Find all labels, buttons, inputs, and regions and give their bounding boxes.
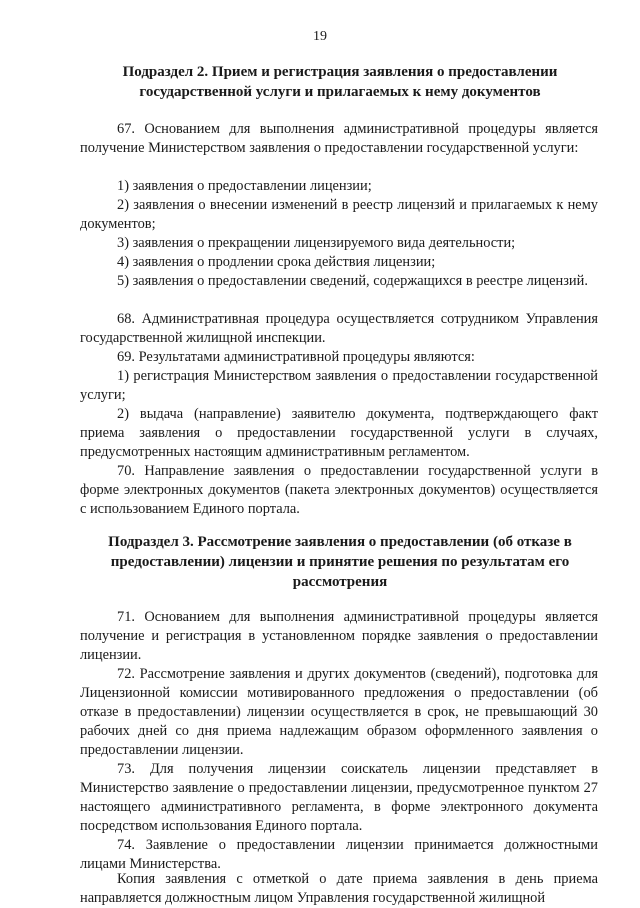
list-item: 3) заявления о прекращении лицензируемого вида деятельности; — [117, 235, 516, 251]
paragraph-68: 68. Административная процедура осуществляется сотрудником Управления государственной жилищной инспекции. — [80, 311, 598, 346]
list-item: 2) заявления о внесении изменений в реестр лицензий и прилагаемых к нему документов; — [80, 197, 598, 232]
list-item: 4) заявления о продлении срока действия лицензии; — [117, 254, 436, 270]
page-number: 19 — [313, 29, 327, 44]
list-item: 1) регистрация Министерством заявления о предоставлении государственной услуги; — [80, 368, 598, 403]
section-3-heading: Подраздел 3. Рассмотрение заявления о предоставлении (об отказе в предоставлении) лицензии и принятие решения по результатам его рассмотрения — [108, 534, 572, 590]
section-2-heading: Подраздел 2. Прием и регистрация заявления о предоставлении государственной услуги и прилагаемых к нему документов — [122, 64, 558, 100]
list-item: 5) заявления о предоставлении сведений, содержащихся в реестре лицензий. — [117, 273, 588, 289]
paragraph-copy: Копия заявления с отметкой о дате приема заявления в день приема направляется должностным лицом Управления государственной жилищной — [80, 871, 598, 906]
paragraph-67: 67. Основанием для выполнения административной процедуры является получение Министерством заявления о предоставлении государственной услуги: — [80, 121, 598, 156]
paragraph-72: 72. Рассмотрение заявления и других документов (сведений), подготовка для Лицензионной комиссии мотивированного предложения о предоставлении (об отказе в предоставлении) лицензии осуществляется в срок, не превышающий 30 рабочих дней со дня приема надлежащим образом оформленного заявления о предоставлении лицензии. — [80, 666, 598, 758]
paragraph-73: 73. Для получения лицензии соискатель лицензии представляет в Министерство заявление о предоставлении лицензии, предусмотренное пунктом 27 настоящего административного регламента, в форме электронного документа посредством использования Единого портала. — [80, 761, 598, 834]
paragraph-71: 71. Основанием для выполнения административной процедуры является получение и регистрация в установленном порядке заявления о предоставлении лицензии. — [80, 609, 598, 663]
list-item: 2) выдача (направление) заявителю документа, подтверждающего факт приема заявления о предоставлении государственной услуги в случаях, предусмотренных настоящим административным регламентом. — [80, 406, 598, 460]
paragraph-74: 74. Заявление о предоставлении лицензии принимается должностными лицами Министерства. — [80, 837, 598, 872]
paragraph-69: 69. Результатами административной процедуры являются: — [117, 349, 475, 365]
list-item: 1) заявления о предоставлении лицензии; — [117, 178, 372, 194]
paragraph-70: 70. Направление заявления о предоставлении государственной услуги в форме электронных документов (пакета электронных документов) осуществляется с использованием Единого портала. — [80, 463, 598, 517]
